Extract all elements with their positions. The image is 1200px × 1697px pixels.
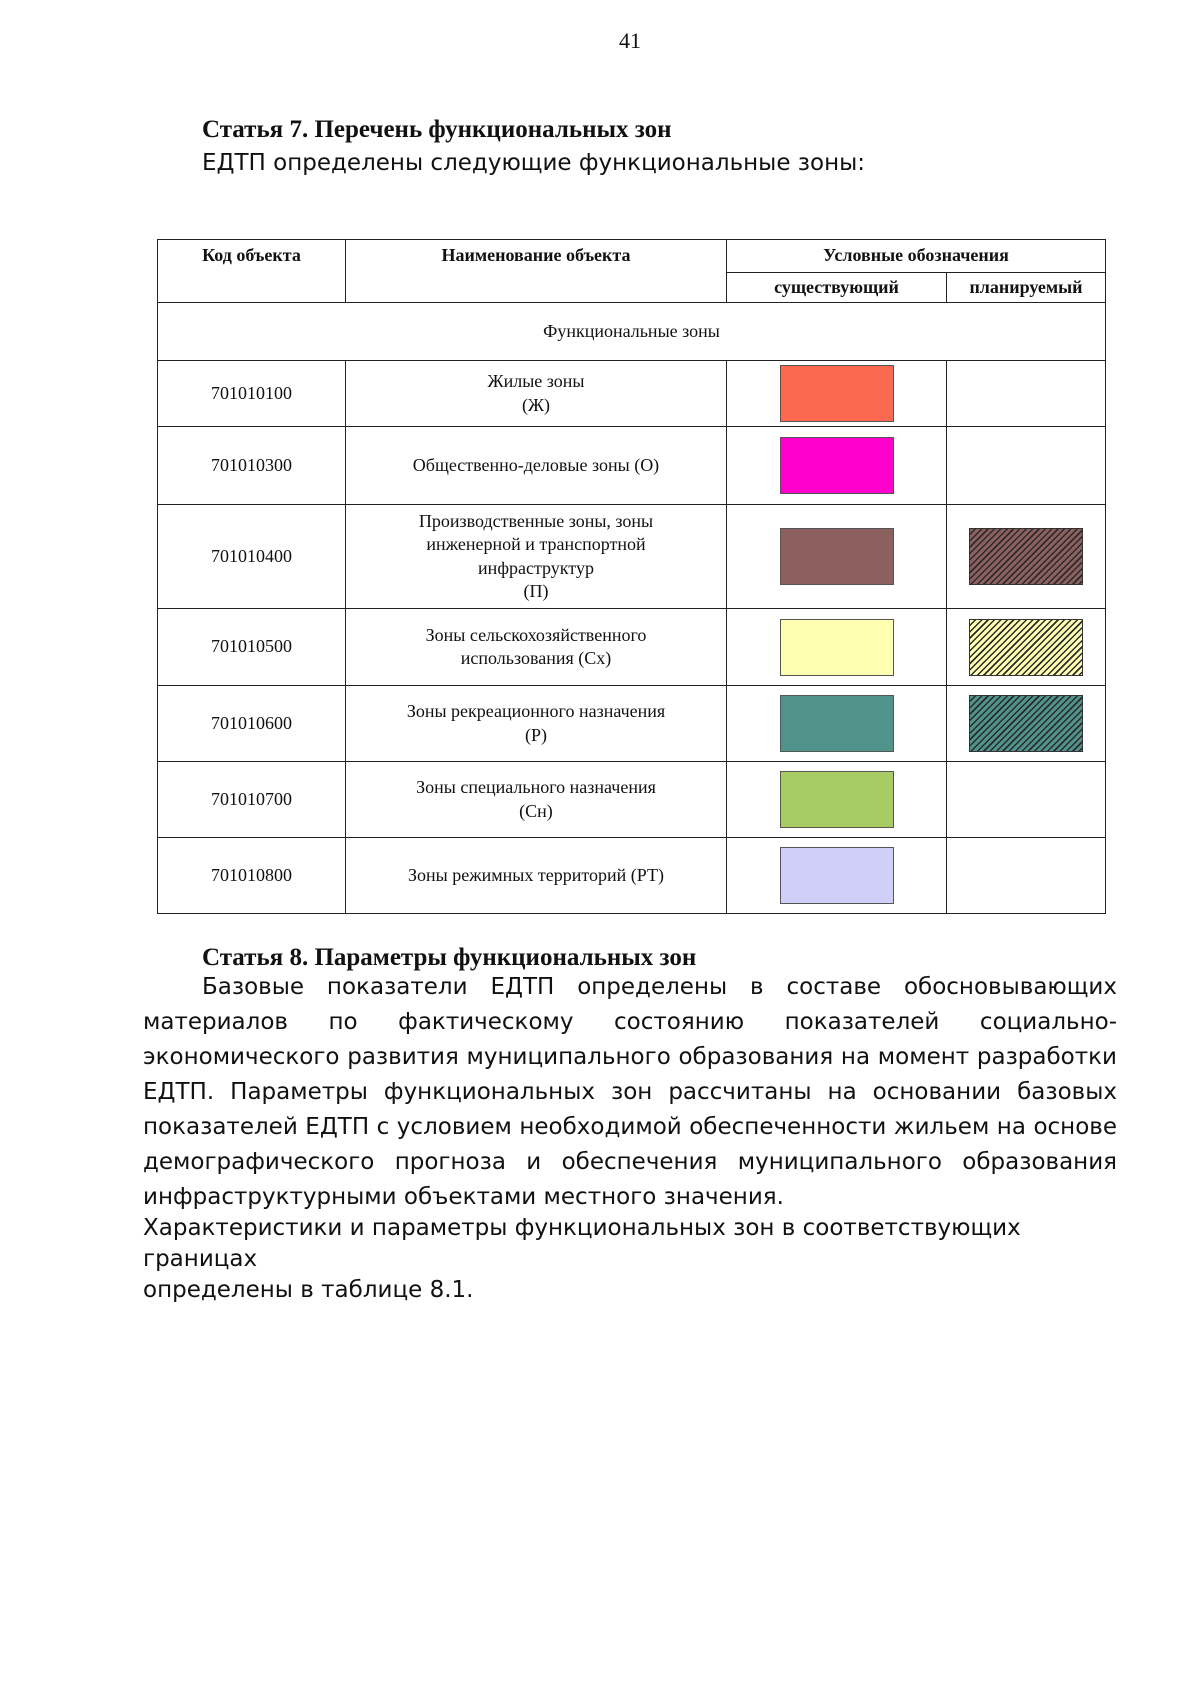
table-row xyxy=(158,427,1106,505)
existing-zone-swatch xyxy=(780,619,894,676)
zone-name-line: инженерной и транспортной xyxy=(426,534,646,555)
zone-name-line: Общественно-деловые зоны (О) xyxy=(412,454,660,475)
zone-name xyxy=(346,505,727,609)
zone-name-line: Зоны рекреационного назначения xyxy=(406,701,666,722)
group-title: Функциональные зоны xyxy=(158,303,1106,361)
zone-name xyxy=(346,427,727,505)
zone-name xyxy=(346,361,727,427)
zone-name-line: Жилые зоны xyxy=(487,371,585,392)
article-7-intro: ЕДТП определены следующие функциональные зоны: xyxy=(202,150,866,176)
page-number: 41 xyxy=(619,28,641,53)
article-8-paragraph-2-line-1: Характеристики и параметры функциональных зон в соответствующих границах xyxy=(143,1215,1021,1272)
zone-code: 701010500 xyxy=(158,609,346,686)
header-code: Код объекта xyxy=(158,240,346,303)
existing-zone-swatch xyxy=(780,365,894,422)
existing-symbol-cell xyxy=(727,427,947,505)
zone-name-line: (Р) xyxy=(525,724,547,745)
zone-code: 701010600 xyxy=(158,686,346,762)
planned-zone-hatched-swatch xyxy=(969,695,1083,752)
planned-symbol-cell xyxy=(947,762,1106,838)
zone-name-line: Производственные зоны, зоны xyxy=(418,511,654,532)
planned-symbol-cell xyxy=(947,686,1106,762)
table-row xyxy=(158,505,1106,609)
existing-symbol-cell xyxy=(727,838,947,914)
planned-zone-hatched-swatch xyxy=(969,619,1083,676)
article-7-heading: Статья 7. Перечень функциональных зон xyxy=(202,116,672,143)
existing-zone-swatch xyxy=(780,695,894,752)
existing-zone-swatch xyxy=(780,771,894,828)
table-row xyxy=(158,762,1106,838)
zone-name-line: Зоны сельскохозяйственного xyxy=(425,624,647,645)
existing-symbol-cell xyxy=(727,361,947,427)
existing-symbol-cell xyxy=(727,505,947,609)
header-planned: планируемый xyxy=(947,272,1106,302)
existing-zone-swatch xyxy=(780,847,894,904)
header-symbols: Условные обозначения xyxy=(727,240,1106,273)
zone-name-line: Зоны специального назначения xyxy=(416,777,656,798)
zone-name-line: (Ж) xyxy=(521,394,551,415)
zone-code: 701010800 xyxy=(158,838,346,914)
planned-symbol-cell xyxy=(947,505,1106,609)
functional-zones-table xyxy=(157,239,1106,914)
planned-zone-hatched-swatch xyxy=(969,528,1083,585)
header-name: Наименование объекта xyxy=(346,240,727,303)
article-8-paragraph-1-text: Базовые показатели ЕДТП определены в составе обосновывающих материалов по фактическому состоянию показателей социально-экономического развития муниципального образования на момент разработки ЕДТП. Параметры функциональных зон рассчитаны на основании базовых показателей ЕДТП с условием необходимой обеспеченности жильем на основе демографического прогноза и обеспечения муниципального образования инфраструктурными объектами местного значения. xyxy=(143,974,1117,1210)
zone-name-line: (П) xyxy=(523,580,549,601)
existing-symbol-cell xyxy=(727,609,947,686)
table-row xyxy=(158,609,1106,686)
zone-code: 701010700 xyxy=(158,762,346,838)
planned-symbol-cell xyxy=(947,361,1106,427)
zone-name-line: (Сн) xyxy=(519,800,553,821)
zone-code: 701010300 xyxy=(158,427,346,505)
table-row xyxy=(158,361,1106,427)
planned-symbol-cell xyxy=(947,609,1106,686)
zone-name xyxy=(346,762,727,838)
zone-code: 701010100 xyxy=(158,361,346,427)
zone-name xyxy=(346,686,727,762)
existing-zone-swatch xyxy=(780,528,894,585)
header-existing: существующий xyxy=(727,272,947,302)
planned-symbol-cell xyxy=(947,427,1106,505)
zone-name-line: инфраструктур xyxy=(478,557,594,578)
article-8-paragraph-2 xyxy=(143,1213,1117,1306)
existing-zone-swatch xyxy=(780,437,894,494)
table-row xyxy=(158,838,1106,914)
article-8-paragraph-2-line-2: определены в таблице 8.1. xyxy=(143,1277,474,1303)
article-8-heading: Статья 8. Параметры функциональных зон xyxy=(202,944,697,971)
table-row xyxy=(158,686,1106,762)
article-8-paragraph-1 xyxy=(143,970,1117,1215)
zone-name-line: Зоны режимных территорий (РТ) xyxy=(407,864,665,885)
existing-symbol-cell xyxy=(727,762,947,838)
zone-code: 701010400 xyxy=(158,505,346,609)
planned-symbol-cell xyxy=(947,838,1106,914)
zone-name-line: использования (Сх) xyxy=(460,648,612,668)
zone-name xyxy=(346,609,727,686)
zone-name xyxy=(346,838,727,914)
existing-symbol-cell xyxy=(727,686,947,762)
